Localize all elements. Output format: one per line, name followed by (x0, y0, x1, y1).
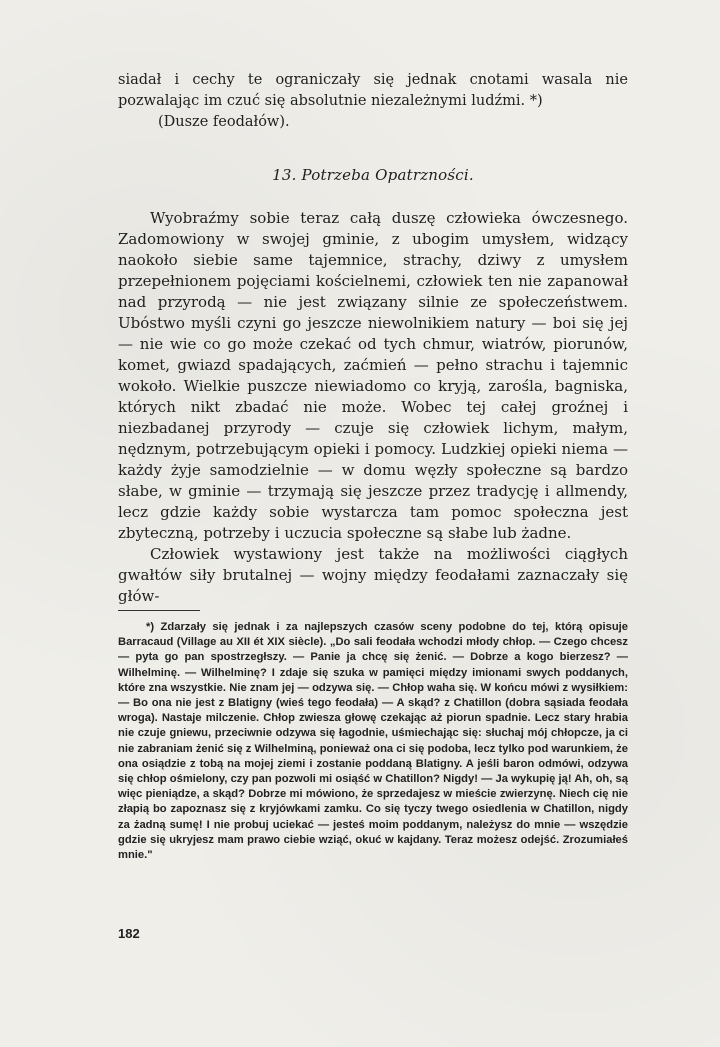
body-paragraph-2: Człowiek wystawiony jest także na możliwości ciągłych gwałtów siły brutalnej — wojny między feodałami zaznaczały się głów- (118, 545, 628, 605)
intro-source: (Dusze feodałów). (158, 114, 290, 130)
intro-paragraph: siadał i cechy te ograniczały się jednak cnotami wasala nie pozwalając im czuć się absolutnie niezależnymi ludźmi. *) (118, 72, 628, 109)
body-text (118, 208, 628, 607)
page-number: 182 (118, 926, 140, 941)
footnote-text: *) Zdarzały się jednak i za najlepszych czasów sceny podobne do tej, którą opisuje Barracaud (Village au XII ét XIX siècle). „Do sali feodała wchodzi młody chłop. — Czego chcesz — pyta go pan spostrzegłszy. — Panie ja chcę się żenić. — Dobrze a kogo bierzesz? — Wilhelminę. — Wilhelminę? I zdaje się szuka w pamięci między imionami swych poddanych, które zna wszystkie. Nie znam jej — odzywa się. — Chłop waha się. W końcu mówi z wysiłkiem: — Bo ona nie jest z Blatigny (wieś tego feodała) — A skąd? z Chatillon (dobra sąsiada feodała wroga). Nastaje milczenie. Chłop zwiesza głowę czekając aż piorun spadnie. Lecz stary hrabia nie czuje gniewu, przeciwnie odzywa się łagodnie, uśmiechając się: słuchaj mój chłopcze, ja ci nie zabraniam żenić się z Wilhelminą, ponieważ ona ci się podoba, lecz tylko pod warunkiem, że ona osiądzie z tobą na mojej ziemi i zostanie poddaną Blatigny. A jeśli baron odmówi, odzywa się chłop ośmielony, czy pan pozwoli mi osiąść w Chatillon? Nigdy! — Ja wykupię ją! Ah, oh, są więc pieniądze, a skąd? Dobrze mi mówiono, że sprzedajesz w mieście zwierzynę. Niech cię nie złapią bo zapoznasz się z kryjówkami zamku. Co się tyczy twego osiedlenia w Chatillon, nigdy za żadną sumę! I nie probuj uciekać — jesteś moim poddanym, należysz do mnie — wszędzie gdzie się ukryjesz mam prawo ciebie wziąć, okuć w kajdany. Teraz możesz odejść. Zrozumiałeś mnie." (118, 621, 628, 862)
footnote-block (118, 620, 628, 863)
intro-block (118, 70, 628, 133)
section-heading: 13. Potrzeba Opatrzności. (272, 166, 474, 184)
footnote-divider (118, 610, 200, 611)
body-paragraph-1: Wyobraźmy sobie teraz całą duszę człowieka ówczesnego. Zadomowiony w swojej gminie, z ubogim umysłem, widzący naokoło siebie same tajemnice, strachy, dziwy z umysłem przepełnionem pojęciami kościelnemi, człowiek ten nie zapanował nad przyrodą — nie jest związany silnie ze społeczeństwem. Ubóstwo myśli czyni go jeszcze niewolnikiem natury — boi się jej — nie wie co go może czekać od tych chmur, wiatrów, piorunów, komet, gwiazd spadających, zaćmień — pełno strachu i tajemnic wokoło. Wielkie puszcze niewiadomo co kryją, zarośla, bagniska, których nikt zbadać nie może. Wobec tej całej groźnej i niezbadanej przyrody — czuje się człowiek lichym, małym, nędznym, potrzebującym opieki i pomocy. Ludzkiej opieki niema — każdy żyje samodzielnie — w domu węzły społeczne są bardzo słabe, w gminie — trzymają się jeszcze przez tradycję i allmendy, lecz gdzie każdy sobie wystarcza tam pomoc społeczna jest zbyteczną, potrzeby i uczucia społeczne są słabe lub żadne. (118, 209, 628, 542)
